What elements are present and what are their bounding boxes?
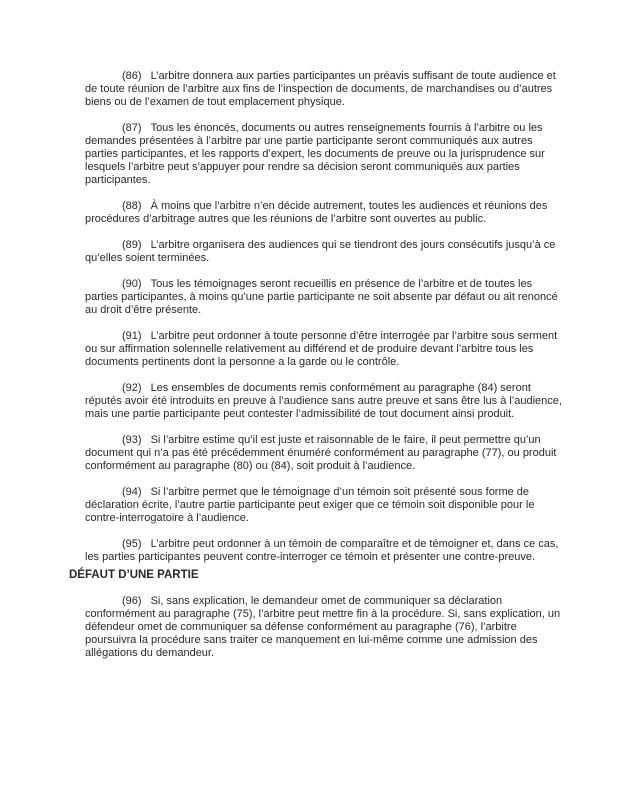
paragraph-number: (89) (122, 239, 142, 251)
paragraph (85, 200, 562, 226)
paragraph-text: À moins que l’arbitre n’en décide autrement, toutes les audiences et réunions des procédures d’arbitrage autres que les réunions de l’arbitre sont ouvertes au public. (85, 200, 548, 225)
paragraph (85, 278, 562, 317)
paragraph-text: L’arbitre organisera des audiences qui se tiendront des jours consécutifs jusqu’à ce qu’elles soient terminées. (85, 239, 556, 264)
paragraph-text: Tous les témoignages seront recueillis en présence de l’arbitre et de toutes les parties participantes, à moins qu’une partie participante ne soit absente par défaut ou ait renoncé au droit d’être présente. (85, 278, 558, 316)
paragraph-number: (95) (122, 538, 142, 550)
default-of-party-paragraphs (85, 595, 562, 660)
paragraph-text: Les ensembles de documents remis conformément au paragraphe (84) seront réputés avoir été introduits en preuve à l’audience sans autre preuve et sans être lus à l’audience, mais une partie participante peut contester l’admissibilité de tout document ainsi produit. (85, 382, 562, 420)
paragraph-number: (88) (122, 200, 142, 212)
paragraph (85, 70, 562, 109)
paragraph-text: Tous les énoncés, documents ou autres renseignements fournis à l’arbitre ou les demandes présentées à l’arbitre par une partie participante seront communiqués aux autres parties participantes, et les rapports d’expert, les documents de preuve ou la jurisprudence sur lesquels l’arbitre peut s’appuyer pour rendre sa décision seront communiqués aux parties participantes. (85, 122, 545, 186)
paragraph-number: (93) (122, 434, 142, 446)
paragraph (85, 486, 562, 525)
section-heading: DÉFAUT D’UNE PARTIE (69, 569, 199, 581)
paragraph (85, 122, 562, 187)
paragraph-text: L’arbitre donnera aux parties participantes un préavis suffisant de toute audience et de toute réunion de l’arbitre aux fins de l’inspection de documents, de marchandises ou d’autres biens ou de l’examen de tout emplacement physique. (85, 70, 556, 108)
paragraph (85, 239, 562, 265)
paragraph-number: (90) (122, 278, 142, 290)
paragraph (85, 434, 562, 473)
paragraph (85, 382, 562, 421)
paragraph (85, 330, 562, 369)
paragraph-text: L’arbitre peut ordonner à toute personne d’être interrogée par l’arbitre sous serment ou sur affirmation solennelle relativement au différend et de produire devant l’arbitre tous les documents pertinents dont la personne a la garde ou le contrôle. (85, 330, 558, 368)
paragraph-number: (94) (122, 486, 142, 498)
paragraph-number: (87) (122, 122, 142, 134)
paragraph-text: Si, sans explication, le demandeur omet de communiquer sa déclaration conformément au paragraphe (75), l’arbitre peut mettre fin à la procédure. Si, sans explication, un défendeur omet de communiquer sa défense conformément au paragraphe (76), l’arbitre poursuivra la procédure sans traiter ce manquement en lui-même comme une admission des allégations du demandeur. (85, 595, 561, 659)
paragraph-number: (86) (122, 70, 142, 82)
paragraph-number: (91) (122, 330, 142, 342)
paragraph-text: Si l’arbitre permet que le témoignage d’un témoin soit présenté sous forme de déclaration écrite, l’autre partie participante peut exiger que ce témoin soit disponible pour le contre-interrogatoire à l’audience. (85, 486, 535, 524)
paragraph (85, 538, 562, 564)
arbitration-hearing-paragraphs (85, 70, 562, 564)
paragraph-text: Si l’arbitre estime qu’il est juste et raisonnable de le faire, il peut permettre qu’un document qui n’a pas été précédemment énuméré conformément au paragraphe (77), ou produit conformément au paragraphe (80) ou (84), soit produit à l’audience. (85, 434, 557, 472)
paragraph-text: L’arbitre peut ordonner à un témoin de comparaître et de témoigner et, dans ce cas, les parties participantes peuvent contre-interroger ce témoin et présenter une contre-preuve. (85, 538, 559, 563)
paragraph (85, 595, 562, 660)
paragraph-number: (96) (122, 595, 142, 607)
paragraph-number: (92) (122, 382, 142, 394)
